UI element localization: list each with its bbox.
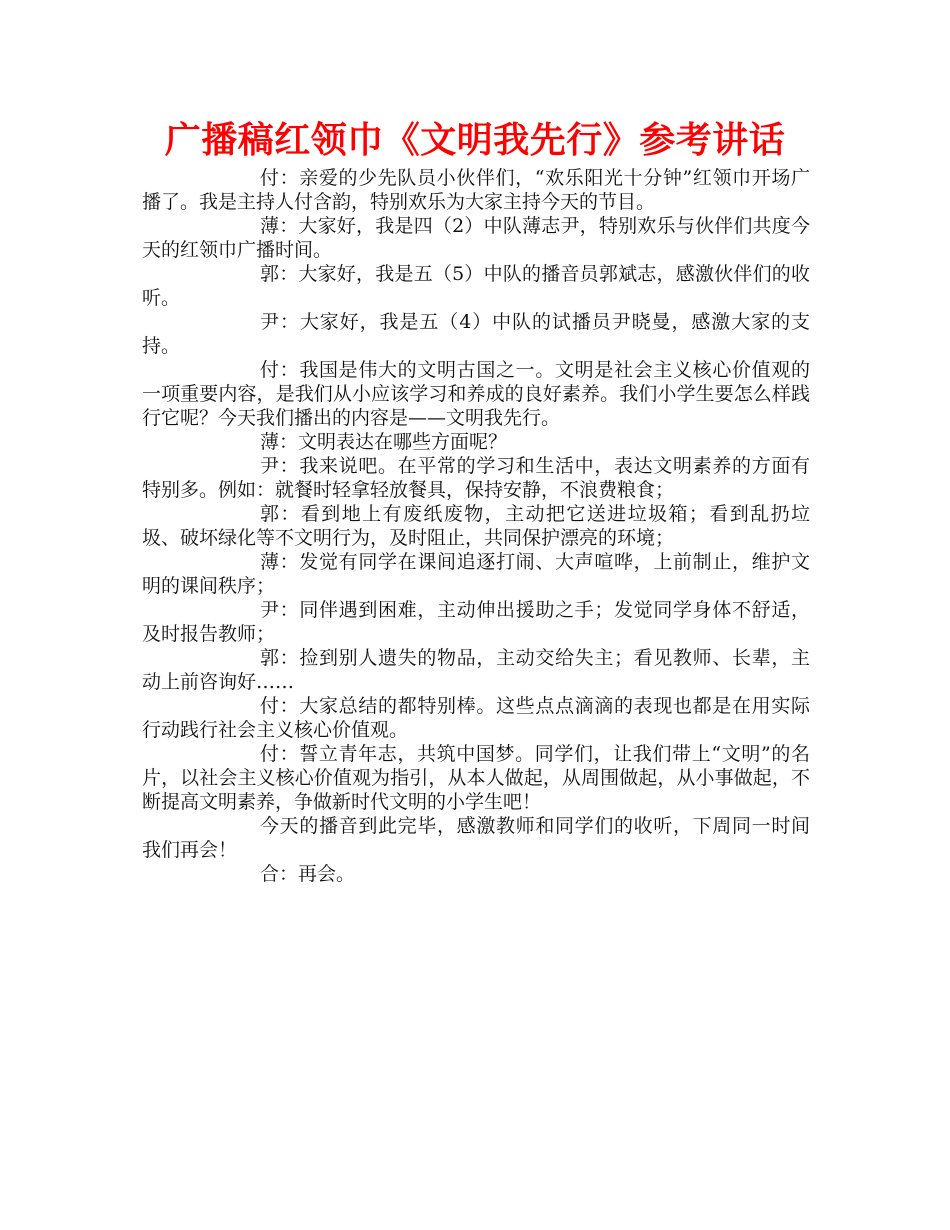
paragraph-fu-summary: 付：大家总结的都特别棒。这些点点滴滴的表现也都是在用实际行动践行社会主义核心价值观。 [142, 695, 810, 741]
paragraph-guo-lost-items: 郭：捡到别人遗失的物品，主动交给失主；看见教师、长辈，主动上前咨询好…… [142, 647, 810, 693]
paragraph-fu-closing: 付：誓立青年志，共筑中国梦。同学们，让我们带上“文明”的名片，以社会主义核心价值观为指引，从本人做起，从周围做起，从小事做起，不断提高文明素养，争做新时代文明的小学生吧！ [142, 743, 810, 813]
paragraph-farewell: 今天的播音到此完毕，感激教师和同学们的收听，下周同一时间我们再会！ [142, 815, 810, 861]
document-body [142, 166, 810, 886]
paragraph-fu-topic: 付：我国是伟大的文明古国之一。文明是社会主义核心价值观的一项重要内容，是我们从小应该学习和养成的良好素养。我们小学生要怎么样践行它呢？今天我们播出的内容是——文明我先行。 [142, 359, 810, 429]
paragraph-bo-recess: 薄：发觉有同学在课间追逐打闹、大声喧哗，上前制止，维护文明的课间秩序； [142, 551, 810, 597]
paragraph-all-goodbye: 合：再会。 [260, 863, 356, 885]
paragraph-yin-intro: 尹：大家好，我是五（4）中队的试播员尹晓曼，感激大家的支持。 [142, 311, 810, 357]
document-title: 广播稿红领巾《文明我先行》参考讲话 [164, 120, 786, 161]
paragraph-yin-helping: 尹：同伴遇到困难，主动伸出援助之手；发觉同学身体不舒适，及时报告教师； [142, 599, 810, 645]
paragraph-bo-question: 薄：文明表达在哪些方面呢？ [260, 431, 508, 453]
paragraph-guo-intro: 郭：大家好，我是五（5）中队的播音员郭斌志，感激伙伴们的收听。 [142, 263, 810, 309]
paragraph-yin-dining: 尹：我来说吧。在平常的学习和生活中，表达文明素养的方面有特别多。例如：就餐时轻拿轻放餐具，保持安静，不浪费粮食； [142, 455, 810, 501]
paragraph-bo-intro: 薄：大家好，我是四（2）中队薄志尹，特别欢乐与伙伴们共度今天的红领巾广播时间。 [142, 215, 810, 261]
paragraph-guo-environment: 郭：看到地上有废纸废物，主动把它送进垃圾箱；看到乱扔垃圾、破坏绿化等不文明行为，及时阻止，共同保护漂亮的环境； [142, 503, 810, 549]
paragraph-host-fu-opening: 付：亲爱的少先队员小伙伴们，“欢乐阳光十分钟”红领巾开场广播了。我是主持人付含韵，特别欢乐为大家主持今天的节目。 [142, 167, 810, 213]
